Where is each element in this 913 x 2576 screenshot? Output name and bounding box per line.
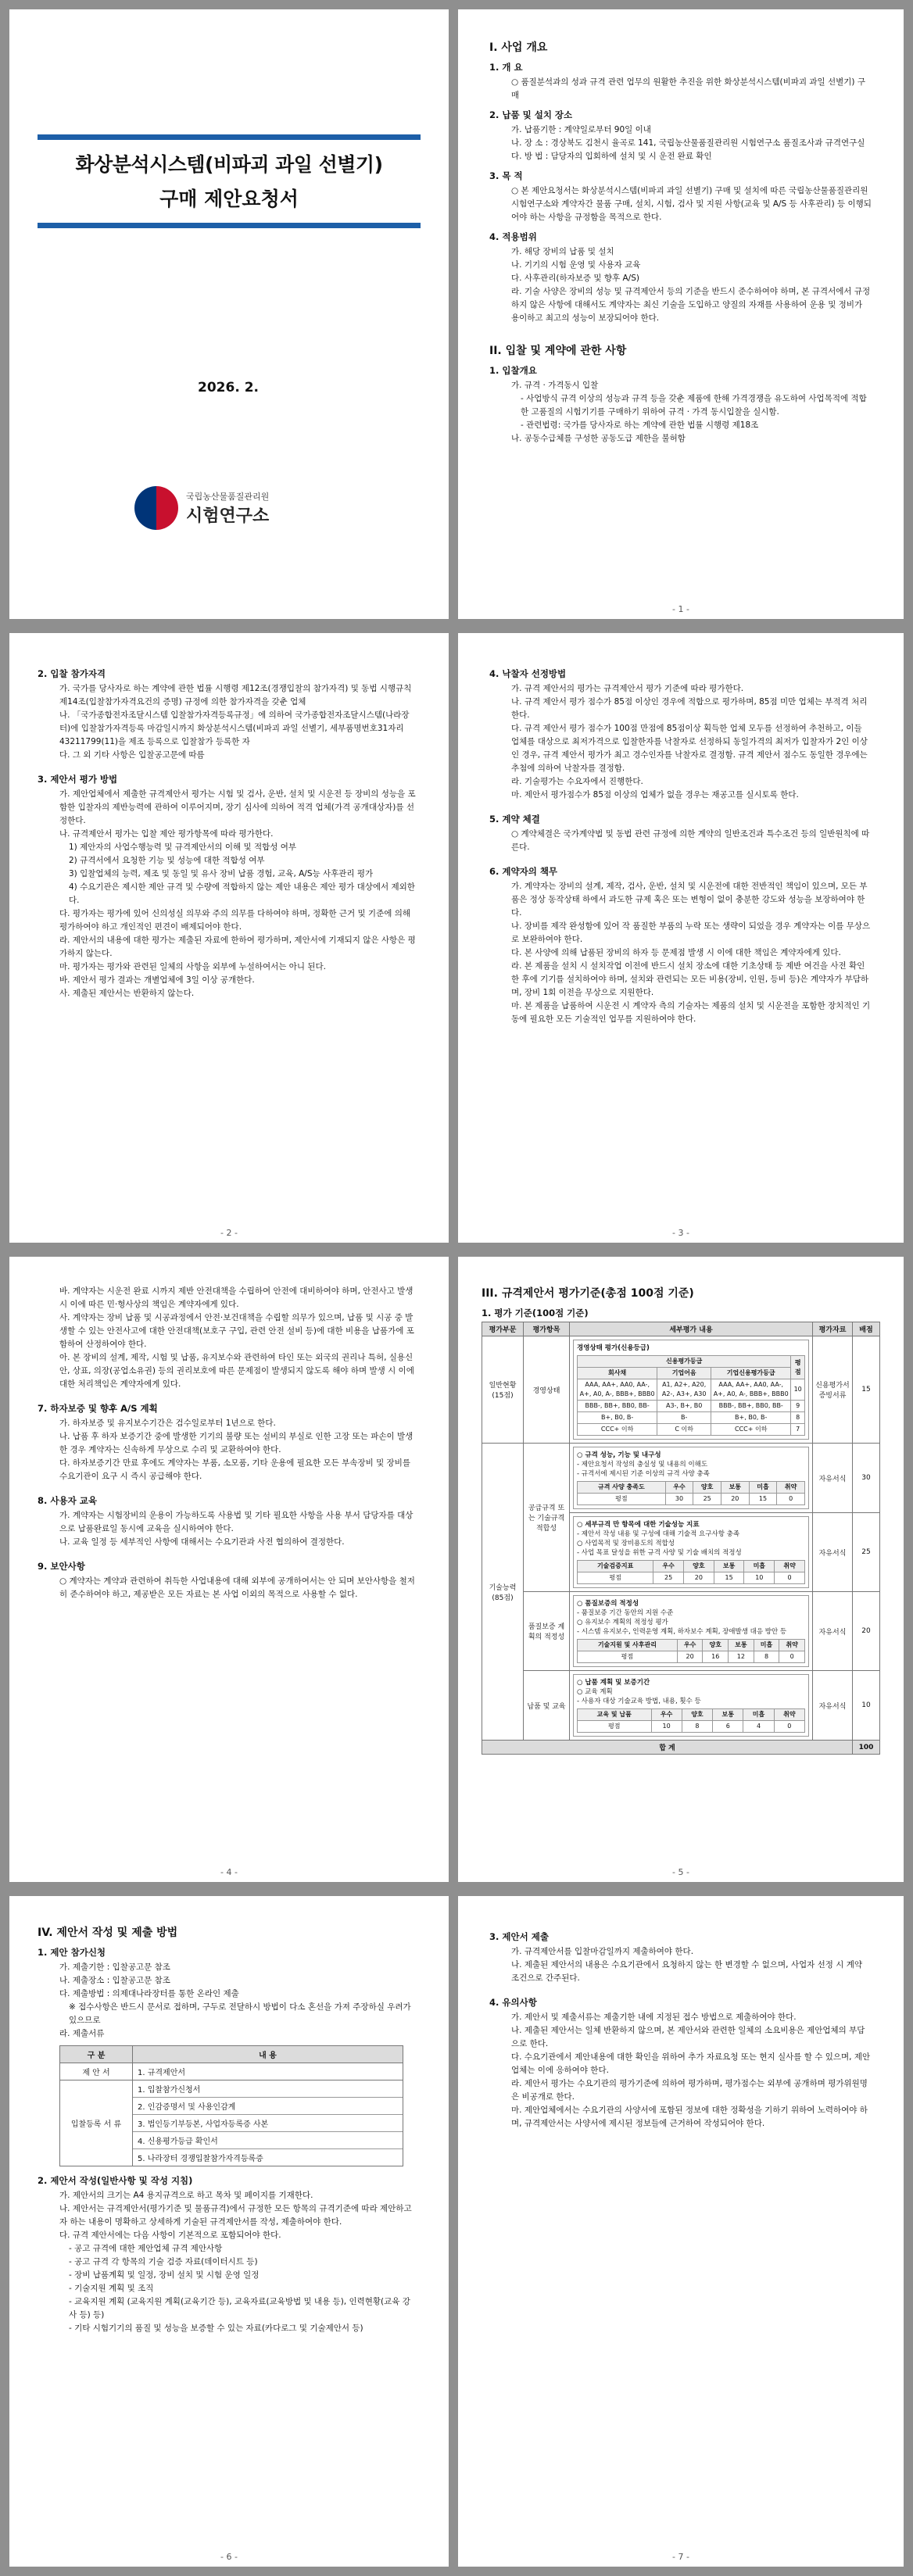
- paragraph: 2) 규격서에서 요청한 기능 및 성능에 대한 적합성 여부: [69, 856, 265, 865]
- subheading: 1. 제안 참가신청: [38, 1947, 106, 1958]
- cell: CCC+ 이하: [578, 1424, 657, 1436]
- evaluation-table: [482, 1322, 880, 1755]
- grade-table: [577, 1639, 805, 1663]
- col-header: 내 용: [133, 2046, 403, 2063]
- paragraph: - 공고 규격 각 항목의 기술 검증 자료(데이터시트 등): [69, 2257, 258, 2267]
- criteria-desc: ○ 교육 계획 - 사용자 대상 기술교육 방법, 내용, 횟수 등: [577, 1688, 701, 1705]
- cell: 평점: [578, 1572, 653, 1584]
- subheading: 3. 목 적: [489, 170, 523, 181]
- paragraph: 다. 그 외 기타 사항은 입찰공고문에 따름: [59, 750, 205, 760]
- total-score: 100: [853, 1741, 880, 1755]
- cell: 16: [703, 1651, 729, 1663]
- subheading: 2. 입찰 참가자격: [38, 668, 106, 679]
- criteria-box: [573, 1595, 809, 1667]
- cell: 취약: [774, 1709, 804, 1721]
- paragraph: 가. 계약자는 장비의 설계, 제작, 검사, 운반, 설치 및 시운전에 대한 전반적인 책임이 있으며, 모든 부품은 정상 동작상태 하에서 과도한 규제 혹은 또는 변형이 없이 충분한 강도와 성능을 보장하여야 한다.: [511, 882, 868, 918]
- credit-grade-table: [577, 1355, 805, 1436]
- paragraph: - 기술지원 계획 및 조직: [69, 2284, 154, 2293]
- page-7: [458, 1896, 904, 2567]
- paragraph: 가. 제안서 및 제출서류는 제출기한 내에 지정된 접수 방법으로 제출하여야 한다.: [511, 2012, 797, 2022]
- cell: A1, A2+, A20, A2-, A3+, A30: [657, 1379, 711, 1401]
- eval-score: 30: [853, 1444, 880, 1513]
- org-logo: [134, 486, 269, 530]
- eval-item: 공급규격 또는 기술규격 적합성: [524, 1444, 570, 1592]
- page-number: - 6 -: [220, 2552, 238, 2562]
- cell: 미흡: [744, 1561, 775, 1572]
- eval-item: 경영상태: [524, 1336, 570, 1444]
- paragraph: 다. 하자보증기간 만료 후에도 계약자는 부품, 소모품, 기타 운용에 필요한 모든 부속장비 및 장비를 수요기관이 요구 시 즉시 공급해야 한다.: [59, 1458, 410, 1481]
- paragraph: 나. 장 소 : 경상북도 김천시 율곡로 141, 국립농산물품질관리원 시험연구소 품질조사과 규격연구실: [511, 138, 865, 148]
- paragraph: 마. 제안업체에서는 수요기관의 사양서에 포함된 정보에 대한 정확성을 기하기 위하여 노력하여야 하며, 규격제안서는 사양서에 제시된 정보들에 근거하여 작성되어야 한다.: [511, 2106, 868, 2128]
- cell: 취약: [777, 1482, 805, 1494]
- col-header: 평가부문: [482, 1322, 524, 1336]
- eval-doc: 자유서식: [813, 1513, 853, 1592]
- eval-doc: 자유서식: [813, 1671, 853, 1741]
- cell: BBB-, BB+, BB0, BB-: [711, 1401, 791, 1412]
- cell: 10: [791, 1379, 805, 1401]
- cell: 양호: [683, 1561, 714, 1572]
- paragraph: 나. 제안서는 규격제안서(평가기준 및 물품규격)에서 규정한 모든 항목의 규격기준에 따라 제안하고자 하는 내용이 명확하고 상세하게 기술된 규격제안서를 작성, 제출하여야 한다.: [59, 2204, 412, 2227]
- paragraph: - 장비 납품계획 및 일정, 장비 설치 및 시험 운영 일정: [69, 2270, 260, 2280]
- paragraph: 라. 제안서 평가는 수요기관의 평가기준에 의하여 평가하며, 평가점수는 외부에 공개하며 평가위원명은 비공개로 한다.: [511, 2079, 868, 2102]
- cell: 4: [743, 1721, 774, 1733]
- grade-table: [577, 1708, 805, 1733]
- paragraph: 가. 해당 장비의 납품 및 설치: [511, 247, 614, 256]
- list-item: 4. 신용평가등급 확인서: [133, 2132, 403, 2149]
- org-name-small: 국립농산물품질관리원: [186, 491, 270, 502]
- paragraph: 4) 수요기관은 제시한 제안 규격 및 수량에 적합하지 않는 제안 내용은 제안 평가 대상에서 제외한다.: [69, 882, 415, 905]
- subheading: 3. 제안서 제출: [489, 1931, 549, 1942]
- cell: 미흡: [754, 1640, 779, 1651]
- col-header: 구 분: [60, 2046, 133, 2063]
- paragraph: 바. 제안서 평가 결과는 개별업체에 3일 이상 공개한다.: [59, 975, 255, 985]
- cell: 0: [774, 1721, 804, 1733]
- paragraph: 다. 수요기관에서 제안내용에 대한 확인을 위하여 추가 자료요청 또는 현지 실사를 할 수 있으며, 제안업체는 이에 응하여야 한다.: [511, 2052, 871, 2075]
- taegeuk-logo-icon: [134, 486, 178, 530]
- paragraph: 가. 계약자는 시험장비의 운용이 가능하도록 사용법 및 기타 필요한 사항을 사용 부서 담당자를 대상으로 납품완료일 동시에 교육을 실시하여야 한다.: [59, 1511, 414, 1533]
- eval-doc: 자유서식: [813, 1444, 853, 1513]
- paragraph: 마. 평가자는 평가와 관련된 일체의 사항을 외부에 누설하여서는 아니 된다.: [59, 962, 327, 971]
- paragraph: 가. 국가를 당사자로 하는 계약에 관한 법률 시행령 제12조(경쟁입찰의 참가자격) 및 동법 시행규칙 제14조(입찰참가자격요건의 증명) 규정에 의한 참가자격을 갖춘 업체: [59, 684, 412, 707]
- cell: 양호: [693, 1482, 721, 1494]
- subheading: 4. 적용범위: [489, 231, 537, 242]
- subheading: 1. 개 요: [489, 62, 523, 73]
- title-bar-bottom: [38, 223, 421, 228]
- paragraph: 가. 제출기한 : 입찰공고문 참조: [59, 1962, 170, 1972]
- criteria-title: 경영상태 평가(신용등급): [577, 1344, 650, 1352]
- cell: 10: [651, 1721, 682, 1733]
- cell: 우수: [651, 1709, 682, 1721]
- cell: 보통: [714, 1561, 744, 1572]
- submission-docs-table: [59, 2045, 403, 2166]
- cover-title-box: [38, 134, 421, 228]
- eval-score: 20: [853, 1592, 880, 1671]
- cover-title-line2: 구매 제안요청서: [159, 188, 299, 210]
- criteria-box: [573, 1516, 809, 1588]
- cell: 8: [682, 1721, 712, 1733]
- page-number: - 4 -: [220, 1867, 238, 1877]
- paragraph: 나. 규격제안서 평가는 입찰 제안 평가항목에 따라 평가한다.: [59, 829, 274, 839]
- paragraph: 라. 기술 사양은 장비의 성능 및 규격제안서 등의 기준을 반드시 준수하여야 하며, 본 규격서에서 규정하지 않은 사항에 대해서도 계약자는 최신 기술을 도입하고 양질의 자재를 사용하여 운용 및 정비가 용이하고 최고의 성능이 보장되어야 한다.: [511, 287, 871, 323]
- paragraph: - 사업방식 규격 이상의 성능과 규격 등을 갖춘 제품에 한해 가격경쟁을 유도하여 사업목적에 적합한 고품질의 시험기기를 구매하기 위하여 규격 · 가격 동시입찰을 실시함.: [521, 394, 867, 417]
- paragraph: 다. 방 법 : 담당자의 입회하에 설치 및 시 운전 완료 확인: [511, 152, 712, 161]
- cell: 기술지원 및 사후관리: [578, 1640, 678, 1651]
- list-item: 1. 입찰참가신청서: [133, 2080, 403, 2098]
- cell: AAA, AA+, AA0, AA-, A+, A0, A-, BBB+, BBB0: [711, 1379, 791, 1401]
- cell: 7: [791, 1424, 805, 1436]
- cell: 10: [744, 1572, 775, 1584]
- title-bar-top: [38, 134, 421, 140]
- cell: 미흡: [749, 1482, 777, 1494]
- paragraph: 사. 계약자는 장비 납품 및 시공과정에서 안전·보건대책을 수립할 의무가 있으며, 납품 및 시공 중 발생할 수 있는 안전사고에 대한 안전대책(보호구 구입, 관련 안전 설비 등)에 대한 비용을 납품가에 포함하여 산정하여야 한다.: [59, 1313, 414, 1349]
- eval-item: 납품 및 교육: [524, 1671, 570, 1741]
- section-heading-submission: IV. 제안서 작성 및 제출 방법: [38, 1927, 178, 1939]
- cell: 평점: [578, 1651, 678, 1663]
- page-2: [9, 633, 449, 1243]
- paragraph: 나. 규격 제안서 평가 점수가 85점 이상인 경우에 적합으로 평가하며, 85점 미만 업체는 부적격 처리한다.: [511, 697, 868, 720]
- org-name-big: 시험연구소: [186, 506, 270, 526]
- subheading: 8. 사용자 교육: [38, 1495, 97, 1506]
- cell: 기술검증지표: [578, 1561, 653, 1572]
- subheading: 2. 납품 및 설치 장소: [489, 109, 573, 120]
- cell: 취약: [779, 1640, 805, 1651]
- total-label: 합 계: [482, 1741, 853, 1755]
- cell: A3-, B+, B0: [657, 1401, 711, 1412]
- paragraph: 나. 「국가종합전자조달시스템 입찰참가자격등록규정」에 의하여 국가종합전자조달시스템(나라장터)에 입찰참가자격등록 마감일시까지 화상분석시스템(비파괴 과일 선별기, 세부품명번호31자리 43211799(11)을 제조 등록으로 입찰참가 등록한 자: [59, 710, 410, 746]
- page-6: [9, 1896, 449, 2567]
- paragraph: 다. 규격 제안서에는 다음 사항이 기본적으로 포함되어야 한다.: [59, 2231, 281, 2240]
- col-header: 세부평가 내용: [570, 1322, 813, 1336]
- subheading: 4. 유의사항: [489, 1997, 537, 2008]
- cell: 1. 규격제안서: [133, 2063, 403, 2080]
- criteria-title: ○ 납품 계획 및 보증기간: [577, 1679, 650, 1687]
- paragraph: 가. 제안업체에서 제출한 규격제안서 평가는 시험 및 검사, 운반, 설치 및 시운전 등 장비의 성능을 포함한 입찰자의 제반능력에 관하여 이루어지며, 장기 심사에 의하여 적격 업체(가격 공개대상자)를 선정한다.: [59, 789, 416, 825]
- grade-table: [577, 1560, 805, 1584]
- subheading: 5. 계약 체결: [489, 814, 540, 825]
- paragraph: ○ 계약자는 계약과 관련하여 취득한 사업내용에 대해 외부에 공개하여서는 안 되며 보안사항을 철저히 준수하여야 하고, 제공받은 모든 자료는 본 사업 이외의 목적으로 사용할 수 없다.: [59, 1576, 415, 1599]
- paragraph: 바. 계약자는 시운전 완료 시까지 제반 안전대책을 수립하여 안전에 대비하여야 하며, 안전사고 발생 시 이에 따른 민·형사상의 책임은 계약자에게 있다.: [59, 1286, 414, 1309]
- subheading: 4. 낙찰자 선정방법: [489, 668, 567, 679]
- cell: 평점: [578, 1721, 652, 1733]
- cell: B+, B0, B-: [578, 1412, 657, 1424]
- paragraph: 사. 제출된 제안서는 반환하지 않는다.: [59, 989, 195, 998]
- cell: 0: [779, 1651, 805, 1663]
- cell: 9: [791, 1401, 805, 1412]
- paragraph: 마. 본 제품을 납품하여 시운전 시 계약자 측의 기술자는 제품의 설치 및 시운전을 포함한 장치적인 기동에 필요한 모든 기술적인 업무를 지원하여야 한다.: [511, 1001, 871, 1024]
- cell: 8: [791, 1412, 805, 1424]
- subheading: 9. 보안사항: [38, 1561, 85, 1572]
- cell: 미흡: [743, 1709, 774, 1721]
- section-heading-evaluation: III. 규격제안서 평가기준(총점 100점 기준): [482, 1287, 694, 1300]
- eval-doc: 신용평가서 증빙서류: [813, 1336, 853, 1444]
- eval-score: 10: [853, 1671, 880, 1741]
- criteria-title: ○ 품질보증의 적정성: [577, 1600, 639, 1608]
- page-number: - 7 -: [672, 2552, 689, 2562]
- cell: 입찰등록 서 류: [60, 2080, 133, 2166]
- page-number: - 5 -: [672, 1867, 689, 1877]
- page-4: [9, 1257, 449, 1882]
- paragraph: 다. 규격 제안서 평가 점수가 100점 만점에 85점이상 획득한 업체 모두를 선정하여 추천하고, 이들 업체를 대상으로 최저가격으로 입찰한자를 낙찰자로 선정하되 동일가격의 최저가 입찰자가 2인 이상인 경우, 규격 제안서 평가가 최고 경수인자를 낙찰자로 결정함. 규격 제안서 점수도 동일한 경우에는 추첨에 의하여 낙찰자를 결정함.: [511, 724, 868, 773]
- criteria-desc: - 제안서 작성 내용 및 구성에 대해 기술적 요구사항 충족 ○ 사업목적 및 장비용도의 적합성 - 사업 목표 달성을 위한 규격 사양 및 기술 배치의 적정성: [577, 1530, 742, 1557]
- cell: 평점: [578, 1494, 666, 1505]
- eval-item: 품질보증 계획의 적정성: [524, 1592, 570, 1671]
- paragraph: 가. 납품기한 : 계약일로부터 90일 이내: [511, 125, 651, 134]
- page-number: - 2 -: [220, 1228, 238, 1238]
- eval-area: 일반현황(15점): [482, 1336, 524, 1444]
- paragraph: 가. 규격제안서를 입찰마감일까지 제출하여야 한다.: [511, 1947, 694, 1956]
- cell: 제 안 서: [60, 2063, 133, 2080]
- eval-score: 15: [853, 1336, 880, 1444]
- page-number: - 1 -: [672, 604, 689, 614]
- cell: 20: [683, 1572, 714, 1584]
- eval-score: 25: [853, 1513, 880, 1592]
- cell: 우수: [653, 1561, 684, 1572]
- cell: B+, B0, B-: [711, 1412, 791, 1424]
- cell: 우수: [677, 1640, 703, 1651]
- cell: 보통: [729, 1640, 754, 1651]
- cover-page: [9, 9, 449, 619]
- cover-date: 2026. 2.: [198, 380, 259, 395]
- grade-table: [577, 1481, 805, 1505]
- section-heading-bidding: II. 입찰 및 계약에 관한 사항: [489, 345, 627, 357]
- cell: 보통: [721, 1482, 749, 1494]
- subheading: 2. 제안서 작성(일반사항 및 작성 지침): [38, 2175, 193, 2186]
- cell: 8: [754, 1651, 779, 1663]
- page-5: [458, 1257, 904, 1882]
- cell: B-: [657, 1412, 711, 1424]
- paragraph: 아. 본 장비의 설계, 제작, 시험 및 납품, 유지보수와 관련하여 타인 또는 외국의 권리나 특허, 실용신안, 상표, 의장(공업소유권) 등의 권리보호에 따른 문제점이 발생되지 않도록 해야 하며 발생 시 이에 대한 처리책임은 계약자에게 있다.: [59, 1353, 414, 1389]
- cell: 20: [721, 1494, 749, 1505]
- cell: 12: [729, 1651, 754, 1663]
- subheading: 1. 평가 기준(100점 기준): [482, 1308, 589, 1318]
- criteria-box: [573, 1447, 809, 1509]
- cell: 평점: [791, 1356, 805, 1379]
- col-header: 평가항목: [524, 1322, 570, 1336]
- paragraph: - 교육지원 계획 (교육지원 계획(교육기간 등), 교육자료(교육방법 및 내용 등), 인력현황(교육 강사 등) 등): [69, 2297, 410, 2320]
- paragraph: 나. 제출된 제안서는 일체 반환하지 않으며, 본 제안서와 관련한 일체의 소요비용은 제안업체의 부담으로 한다.: [511, 2026, 865, 2048]
- col-header: 배점: [853, 1322, 880, 1336]
- paragraph: 나. 공동수급체를 구성한 공동도급 제한을 불허함: [511, 434, 686, 443]
- cell: 회사채: [578, 1368, 657, 1379]
- paragraph: 1) 제안자의 사업수행능력 및 규격제안서의 이해 및 적합성 여부: [69, 843, 297, 852]
- page-1: [458, 9, 904, 619]
- paragraph: 라. 본 제품을 설치 시 설치작업 이전에 반드시 설치 장소에 대한 기초상태 등 제반 여건을 사전 확인한 후에 기기를 설치하여야 하며, 설치와 관련되는 모든 비용(장비, 인원, 등비 등)은 계약자가 부담하며, 장비 1회 이전을 무상으로 지원한다.: [511, 961, 869, 997]
- section-heading-overview: I. 사업 개요: [489, 41, 548, 54]
- paragraph: 가. 규격 제안서의 평가는 규격제안서 평가 기준에 따라 평가한다.: [511, 684, 744, 693]
- list-item: 5. 나라장터 경쟁입찰참가자격등록증: [138, 2155, 263, 2163]
- paragraph: 가. 규격 · 가격동시 입찰: [511, 381, 599, 390]
- col-header: 평가자료: [813, 1322, 853, 1336]
- paragraph: 다. 본 사양에 의해 납품된 장비의 하자 등 문제점 발생 시 이에 대한 책임은 계약자에게 있다.: [511, 948, 841, 957]
- cell: 우수: [665, 1482, 693, 1494]
- cell: 보통: [713, 1709, 743, 1721]
- paragraph: ○ 품질분석과의 성과 규격 관련 업무의 원활한 추진을 위한 화상분석시스템(비파괴 과일 선별기) 구매: [511, 77, 865, 100]
- cell: AAA, AA+, AA0, AA-, A+, A0, A-, BBB+, BBB0: [578, 1379, 657, 1401]
- paragraph: 가. 제안서의 크기는 A4 용지규격으로 하고 목차 및 페이지를 기재한다.: [59, 2191, 313, 2200]
- paragraph: 라. 제안서의 내용에 대한 평가는 제출된 자료에 한하여 평가하며, 제안서에 기재되지 않은 사항은 평가하지 않는다.: [59, 936, 416, 958]
- cell: 0: [775, 1572, 805, 1584]
- paragraph: 3) 입찰업체의 능력, 제조 및 동일 및 유사 장비 납품 경험, 교육, A/S능 사후관리 평가: [69, 869, 374, 878]
- list-item: 3. 법인등기부등본, 사업자등록증 사본: [133, 2115, 403, 2132]
- paragraph: 나. 기기의 시험 운영 및 사용자 교육: [511, 260, 641, 270]
- cell: CCC+ 이하: [711, 1424, 791, 1436]
- paragraph: - 기타 시험기기의 품질 및 성능을 보증할 수 있는 자료(카다로그 및 기술제안서 등): [69, 2324, 363, 2333]
- paragraph: 다. 제출방법 : 의제대나라장터를 통한 온라인 제출: [59, 1989, 239, 1998]
- cell: BBB-, BB+, BB0, BB-: [578, 1401, 657, 1412]
- cell: 기업어음: [657, 1368, 711, 1379]
- cell: C 이하: [657, 1424, 711, 1436]
- cell: 신용평가등급: [578, 1356, 791, 1368]
- criteria-desc: - 품질보증 기간 동안의 지원 수준 ○ 유지보수 계획의 적정성 평가 - 시스템 유지보수, 인력운영 계획, 하자보수 계획, 장애발생 대응 방안 등: [577, 1609, 787, 1636]
- paragraph: ○ 본 제안요청서는 화상분석시스템(비파괴 과일 선별기) 구매 및 설치에 따른 국립농산물품질관리원 시험연구소와 계약자간 물품 구매, 설치, 시험, 검사 및 지원 사항(교육 및 A/S 등 사후관리) 등 이행되어야 하는 사항을 규정함을 목적으로 한다.: [511, 186, 872, 222]
- criteria-title: ○ 세부규격 만 항목에 대한 기술성능 지표: [577, 1521, 700, 1529]
- page-number: - 3 -: [672, 1228, 689, 1238]
- paragraph: 나. 납품 후 하자 보증기간 중에 발생한 기기의 불량 또는 설비의 부실로 인한 고장 또는 파손이 발생한 경우 계약자는 신속하게 무상으로 수리 및 교환하여야 한다.: [59, 1432, 414, 1454]
- subheading: 3. 제안서 평가 방법: [38, 774, 118, 785]
- paragraph: 다. 사후관리(하자보증 및 향후 A/S): [511, 274, 639, 283]
- cell: 15: [714, 1572, 744, 1584]
- eval-doc: 자유서식: [813, 1592, 853, 1671]
- cell: 교육 및 납품: [578, 1709, 652, 1721]
- cell: 양호: [682, 1709, 712, 1721]
- criteria-title: ○ 규격 성능, 기능 및 내구성: [577, 1451, 661, 1459]
- cell: 25: [693, 1494, 721, 1505]
- paragraph: 나. 제출된 제안서의 내용은 수요기관에서 요청하지 않는 한 변경할 수 없으며, 사업자 선정 시 계약 조건으로 간주된다.: [511, 1960, 862, 1983]
- paragraph: 마. 제안서 평가점수가 85점 이상의 업체가 없을 경우는 재공고를 실시토록 한다.: [511, 790, 799, 800]
- subheading: 6. 계약자의 책무: [489, 866, 558, 877]
- paragraph: ○ 계약체결은 국가계약법 및 동법 관련 규정에 의한 계약의 일반조건과 특수조건 등의 일반원칙에 따른다.: [511, 829, 870, 852]
- cell: 20: [677, 1651, 703, 1663]
- paragraph: 다. 평가자는 평가에 있어 신의성실 의무와 주의 의무를 다하여야 하며, 정확한 근거 및 기준에 의해 평가하여야 하고 개인적인 편견이 배제되어야 한다.: [59, 909, 410, 932]
- cell: 6: [713, 1721, 743, 1733]
- paragraph: 라. 기술평가는 수요자에서 진행한다.: [511, 777, 643, 786]
- cell: 30: [665, 1494, 693, 1505]
- cell: 0: [777, 1494, 805, 1505]
- cell: 15: [749, 1494, 777, 1505]
- paragraph: 나. 장비를 제작 완성함에 있어 작 품질한 부품의 누락 또는 생략이 되었을 경우 계약자는 이를 무상으로 보완하여야 한다.: [511, 921, 871, 944]
- cell: 규격 사양 충족도: [578, 1482, 666, 1494]
- cell: 양호: [703, 1640, 729, 1651]
- paragraph: 라. 제출서류: [59, 2029, 105, 2038]
- cell: 기업신용평가등급: [711, 1368, 791, 1379]
- cell: 25: [653, 1572, 684, 1584]
- eval-area: 기술능력(85점): [482, 1444, 524, 1741]
- list-item: 2. 인감증명서 및 사용인감계: [133, 2098, 403, 2115]
- criteria-box: [573, 1674, 809, 1737]
- subheading: 7. 하자보증 및 향후 A/S 계획: [38, 1403, 158, 1414]
- criteria-box: [573, 1340, 809, 1440]
- cell: 취약: [775, 1561, 805, 1572]
- subheading: 1. 입찰개요: [489, 365, 537, 376]
- paragraph: ※ 접수사항은 반드시 문서로 접하며, 구두로 전달하시 방법이 다소 혼선을 가져 주장하실 우려가 있으므로: [69, 2002, 411, 2025]
- criteria-desc: - 제안요청서 작성의 충실성 및 내용의 이해도 - 규격서에 제시된 기준 이상의 규격 사양 충족: [577, 1461, 710, 1478]
- paragraph: - 공고 규격에 대한 제안업체 규격 제안사항: [69, 2244, 223, 2253]
- paragraph: 나. 제출장소 : 입찰공고문 참조: [59, 1976, 170, 1985]
- paragraph: 나. 교육 일정 등 세부적인 사항에 대해서는 수요기관과 사전 협의하여 결정한다.: [59, 1537, 345, 1547]
- cover-title-line1: 화상분석시스템(비파괴 과일 선별기): [75, 153, 383, 176]
- page-3: [458, 633, 904, 1243]
- paragraph: 가. 하자보증 및 유지보수기간은 검수일로부터 1년으로 한다.: [59, 1419, 276, 1428]
- paragraph: - 관련법령: 국가를 당사자로 하는 계약에 관한 법률 시행령 제18조: [521, 420, 759, 430]
